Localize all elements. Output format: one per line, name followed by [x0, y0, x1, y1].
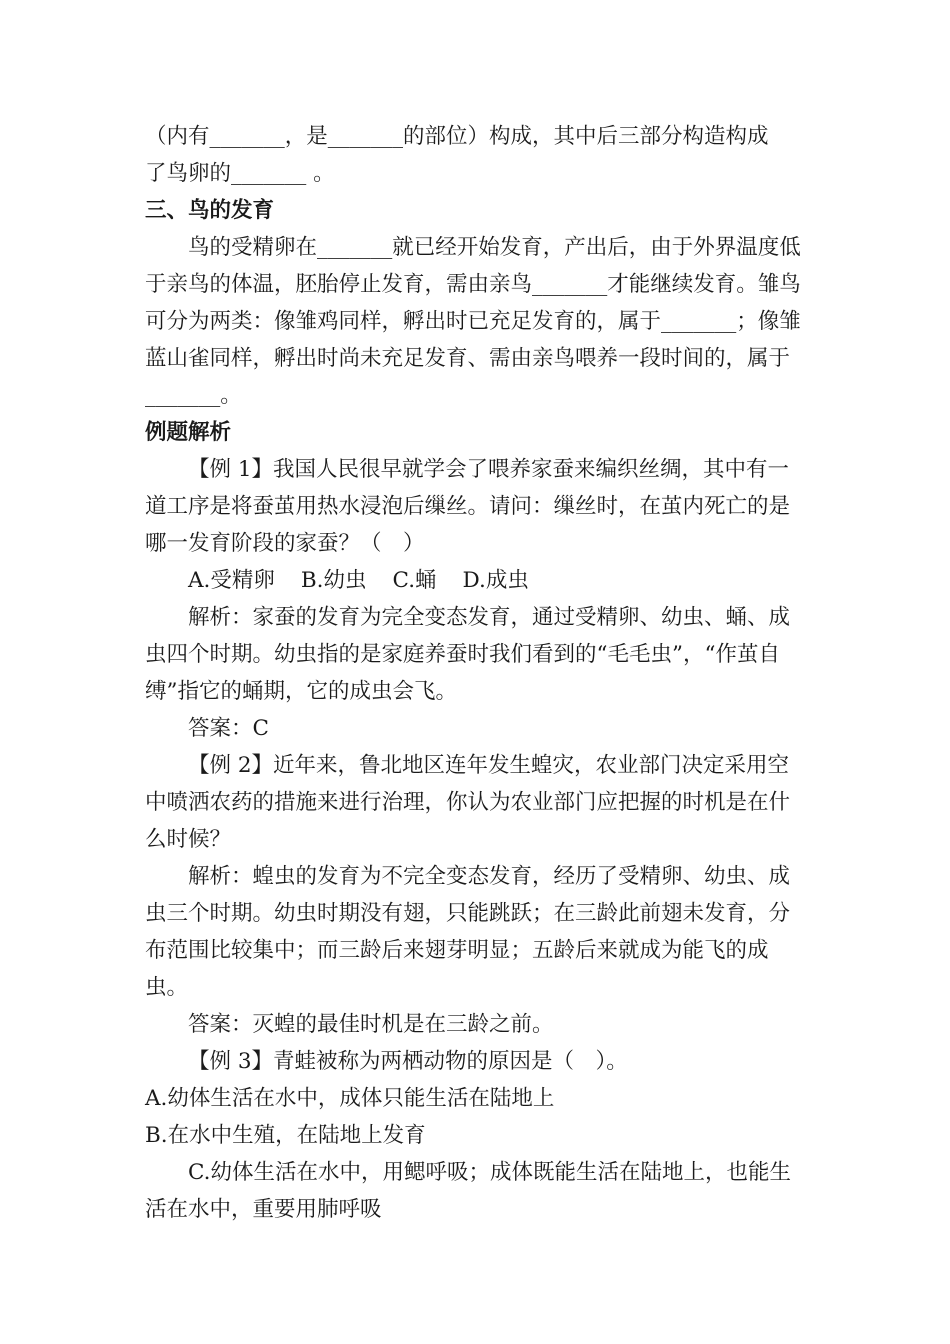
- example-1-option-c: C.蛹: [392, 568, 437, 593]
- section-3-heading: 三、鸟的发育: [145, 198, 275, 223]
- example-1-options: [145, 562, 805, 599]
- example-2-analysis: 解析：蝗虫的发育为不完全变态发育，经历了受精卵、幼虫、成虫三个时期。幼虫时期没有翅，只能跳跃；在三龄此前翅未发育，分布范围比较集中；而三龄后来翅芽明显；五龄后来就成为能飞的成虫。: [145, 864, 791, 1000]
- example-2-question: 【例 2】近年来，鲁北地区连年发生蝗灾，农业部门决定采用空中喷洒农药的措施来进行治理，你认为农业部门应把握的时机是在什么时候？: [145, 753, 791, 852]
- example-3-option-a: A.幼体生活在水中，成体只能生活在陆地上: [145, 1086, 555, 1111]
- example-1-analysis: 解析：家蚕的发育为完全变态发育，通过受精卵、幼虫、蛹、成虫四个时期。幼虫指的是家庭养蚕时我们看到的“毛毛虫”，“作茧自缚”指它的蛹期，它的成虫会飞。: [145, 605, 791, 704]
- example-3-option-c: C.幼体生活在水中，用鳃呼吸；成体既能生活在陆地上，也能生活在水中，重要用肺呼吸: [145, 1160, 792, 1222]
- bird-development-paragraph: 鸟的受精卵在_______就已经开始发育，产出后，由于外界温度低于亲鸟的体温，胚胎停止发育，需由亲鸟_______才能继续发育。雏鸟可分为两类：像雏鸡同样，孵出时已充足发育的，属于_______；像雏蓝山雀同样，孵出时尚未充足发育、需由亲鸟喂养一段时间的，属于_______。: [145, 235, 801, 408]
- document-body: [145, 118, 805, 1228]
- example-3-option-b: B.在水中生殖，在陆地上发育: [145, 1123, 426, 1148]
- egg-structure-line-2: 了鸟卵的_______ 。: [145, 161, 335, 186]
- example-2-answer: 答案：灭蝗的最佳时机是在三龄之前。: [188, 1012, 554, 1037]
- egg-structure-line-1: （内有_______，是_______的部位）构成，其中后三部分构造构成: [145, 124, 769, 149]
- example-3-question: 【例 3】青蛙被称为两栖动物的原因是（ ）。: [188, 1049, 628, 1074]
- example-1-option-b: B.幼虫: [300, 568, 367, 593]
- example-1-option-d: D.成虫: [462, 568, 529, 593]
- example-1-answer: 答案：C: [188, 716, 269, 741]
- example-1-option-a: A.受精卵: [188, 568, 275, 593]
- examples-heading: 例题解析: [145, 420, 232, 445]
- example-1-question: 【例 1】我国人民很早就学会了喂养家蚕来编织丝绸，其中有一道工序是将蚕茧用热水浸泡后缫丝。请问：缫丝时，在茧内死亡的是哪一发育阶段的家蚕？（ ）: [145, 457, 791, 556]
